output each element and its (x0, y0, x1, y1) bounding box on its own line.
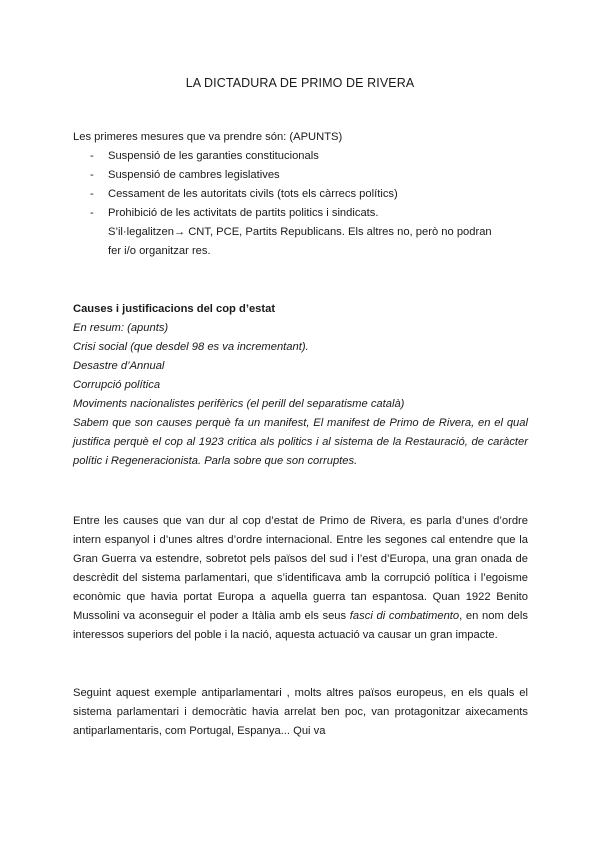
causes-section (73, 300, 528, 471)
causes-line: Crisi social (que desdel 98 es va incrementant). (73, 341, 309, 353)
list-item-text: Prohibició de les activitats de partits politics i sindicats. (108, 207, 379, 219)
list-item (73, 204, 528, 223)
list-item-text: Suspensió de les garanties constitucionals (108, 150, 319, 162)
list-item (73, 166, 528, 185)
dash-bullet: - (90, 169, 94, 181)
causes-summary: Sabem que son causes perquè fa un manifest, El manifest de Primo de Rivera, en el qual justifica perquè el cop al 1923 critica als politics i al sistema de la Restauració, de caràcter polític i Regeneracionista. Parla sobre que son corruptes. (73, 417, 528, 467)
paragraph-italic-term: fasci di combatimento (349, 610, 460, 622)
list-item-text: Suspensió de cambres legislatives (108, 169, 280, 181)
document-title: LA DICTADURA DE PRIMO DE RIVERA (185, 76, 415, 90)
dash-bullet: - (90, 150, 94, 162)
causes-line: Moviments nacionalistes perifèrics (el perill del separatisme català) (73, 398, 405, 410)
list-item (73, 185, 528, 204)
list-item-text: Cessament de les autoritats civils (tots els càrrecs polítics) (108, 188, 398, 200)
first-measures-section (73, 128, 528, 261)
measure-continuation-1: S’il·legalitzen→ CNT, PCE, Partits Republicans. Els altres no, però no podran (108, 226, 492, 238)
paragraph-text: , en nom dels interessos superiors del poble i la nació, aquesta actuació va causar un gran impacte. (73, 610, 528, 641)
paragraph-text: Entre les causes que van dur al cop d’estat de Primo de Rivera, es parla d’unes d’ordre intern espanyol i d’unes altres d’ordre internacional. Entre les segones cal entendre que la Gran Guerra va estendre, sobretot pels països del sud i l’est d’Europa, una gran onada de descrèdit del sistema parlamentari, que s’identificava amb la corrupció política i l’egoisme econòmic que havia portat Europa a aquella guerra tan espantosa. Quan 1922 Benito Mussolini va aconseguir el poder a Itàlia amb els seus (73, 515, 528, 622)
paragraph-antiparliamentary: Seguint aquest exemple antiparlamentari , molts altres països europeus, en els quals el sistema parlamentari i democràtic havia arrelat ben poc, van protagonitzar aixecaments antiparlamentaris, com Portugal, Espanya... Qui va (73, 687, 528, 737)
causes-heading: Causes i justificacions del cop d’estat (73, 303, 276, 315)
dash-bullet: - (90, 207, 94, 219)
measures-list (73, 147, 528, 223)
causes-line: En resum: (apunts) (73, 322, 169, 334)
list-item (73, 147, 528, 166)
measures-lead: Les primeres mesures que va prendre són: (APUNTS) (73, 131, 343, 143)
dash-bullet: - (90, 188, 94, 200)
causes-line: Corrupció política (73, 379, 161, 391)
measure-continuation-2: fer i/o organitzar res. (108, 245, 211, 257)
paragraph-causes-international (73, 512, 528, 645)
causes-line: Desastre d’Annual (73, 360, 165, 372)
